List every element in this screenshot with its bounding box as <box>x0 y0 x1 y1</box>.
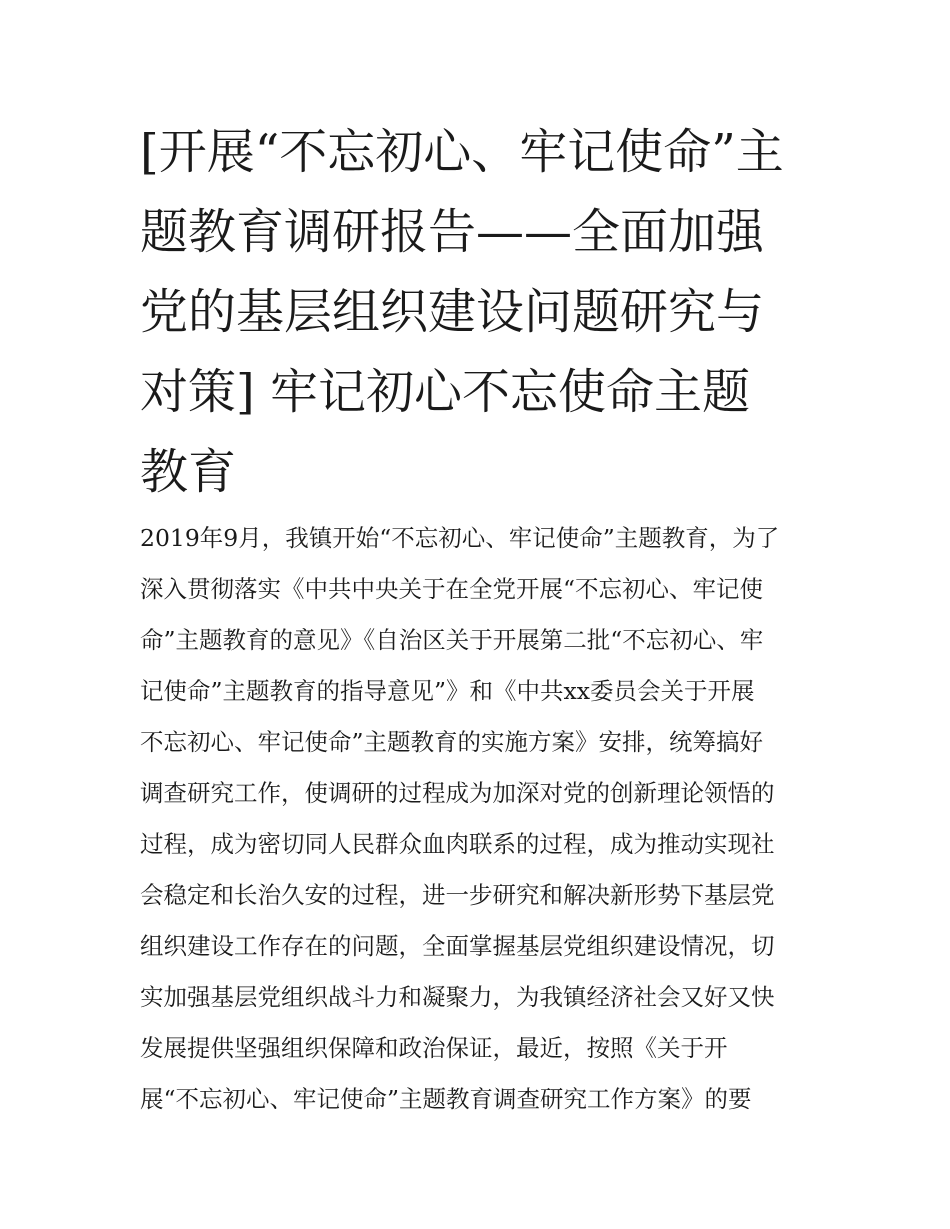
document-title <box>140 112 830 512</box>
body-line: 调查研究工作，使调研的过程成为加深对党的创新理论领悟的 <box>140 779 775 807</box>
body-paragraph <box>140 513 830 1125</box>
title-line: 题教育调研报告——全面加强 <box>140 204 765 260</box>
title-line: 教育 <box>140 444 237 500</box>
body-line: 记使命”主题教育的指导意见”》和《中共xx委员会关于开展 <box>140 677 755 705</box>
title-line: [开展“不忘初心、牢记使命”主 <box>140 124 784 180</box>
body-line: 实加强基层党组织战斗力和凝聚力，为我镇经济社会又好又快 <box>140 983 775 1011</box>
body-line: 组织建设工作存在的问题，全面掌握基层党组织建设情况，切 <box>140 932 775 960</box>
body-line: 展“不忘初心、牢记使命”主题教育调查研究工作方案》的要 <box>140 1085 752 1113</box>
title-line: 对策] 牢记初心不忘使命主题 <box>140 364 750 420</box>
title-line: 党的基层组织建设问题研究与 <box>140 284 765 340</box>
body-line: 发展提供坚强组织保障和政治保证，最近，按照《关于开 <box>140 1034 728 1062</box>
body-line: 过程，成为密切同人民群众血肉联系的过程，成为推动实现社 <box>140 830 775 858</box>
body-line: 2019年9月，我镇开始“不忘初心、牢记使命”主题教育，为了 <box>140 524 780 552</box>
body-line: 会稳定和长治久安的过程，进一步研究和解决新形势下基层党 <box>140 881 775 909</box>
body-line: 不忘初心、牢记使命”主题教育的实施方案》安排，统筹搞好 <box>140 728 764 756</box>
body-line: 深入贯彻落实《中共中央关于在全党开展“不忘初心、牢记使 <box>140 575 764 603</box>
body-line: 命”主题教育的意见》《自治区关于开展第二批“不忘初心、牢 <box>140 626 764 654</box>
